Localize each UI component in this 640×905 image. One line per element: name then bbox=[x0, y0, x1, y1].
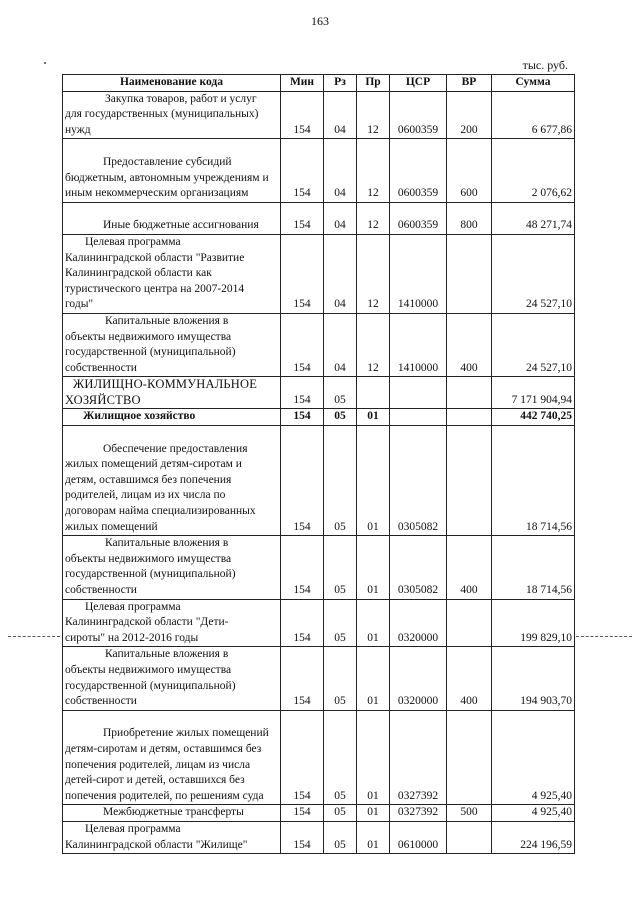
left-cut-line bbox=[8, 636, 60, 637]
row-min: 154 bbox=[281, 139, 324, 202]
row-name-line: Целевая программа bbox=[85, 600, 181, 613]
row-name-line bbox=[65, 203, 278, 219]
row-sum: 199 829,10 bbox=[492, 599, 575, 647]
row-csr: 0327392 bbox=[390, 710, 447, 805]
row-sum: 6 677,86 bbox=[492, 91, 575, 139]
row-name-line: ЖИЛИЩНО-КОММУНАЛЬНОЕ bbox=[73, 377, 258, 392]
table-row bbox=[63, 599, 575, 647]
row-min: 154 bbox=[281, 805, 324, 822]
row-sum: 2 076,62 bbox=[492, 139, 575, 202]
row-name bbox=[63, 409, 281, 426]
row-pr: 01 bbox=[357, 710, 390, 805]
row-pr: 01 bbox=[357, 536, 390, 599]
table-row bbox=[63, 409, 575, 426]
table-body bbox=[63, 91, 575, 854]
row-name-line: годы" bbox=[65, 298, 94, 311]
row-rz: 05 bbox=[324, 377, 357, 409]
header-csr: ЦСР bbox=[390, 75, 447, 92]
row-name-line: Предоставление субсидий bbox=[103, 155, 232, 168]
row-rz: 05 bbox=[324, 599, 357, 647]
row-min: 154 bbox=[281, 234, 324, 313]
row-pr: 01 bbox=[357, 409, 390, 426]
row-pr: 01 bbox=[357, 599, 390, 647]
row-name bbox=[63, 647, 281, 710]
row-pr: 12 bbox=[357, 234, 390, 313]
row-sum: 4 925,40 bbox=[492, 805, 575, 822]
row-pr: 12 bbox=[357, 139, 390, 202]
row-name-line: Калининградской области "Дети- bbox=[65, 616, 229, 629]
row-rz: 04 bbox=[324, 91, 357, 139]
table-header-row bbox=[63, 75, 575, 92]
row-vr bbox=[447, 426, 492, 536]
row-name-line: Иные бюджетные ассигнования bbox=[103, 219, 259, 232]
table-row bbox=[63, 710, 575, 805]
row-name-line: Калининградской области как bbox=[65, 267, 212, 280]
row-vr: 200 bbox=[447, 91, 492, 139]
row-name bbox=[63, 426, 281, 536]
row-csr bbox=[390, 409, 447, 426]
row-min: 154 bbox=[281, 91, 324, 139]
row-vr: 400 bbox=[447, 647, 492, 710]
table-row bbox=[63, 91, 575, 139]
row-name-line: Капитальные вложения в bbox=[105, 648, 229, 661]
unit-label: тыс. руб. bbox=[522, 58, 568, 72]
row-csr: 0327392 bbox=[390, 805, 447, 822]
row-sum: 18 714,56 bbox=[492, 536, 575, 599]
scan-dot bbox=[44, 62, 46, 64]
row-rz: 05 bbox=[324, 710, 357, 805]
row-vr bbox=[447, 234, 492, 313]
row-pr: 01 bbox=[357, 426, 390, 536]
row-vr bbox=[447, 710, 492, 805]
header-min: Мин bbox=[281, 75, 324, 92]
row-name-line: Калининградской области "Развитие bbox=[65, 251, 245, 264]
row-name-line: попечения родителей, лицам из числа bbox=[65, 758, 251, 771]
row-min: 154 bbox=[281, 313, 324, 376]
row-name-line: Закупка товаров, работ и услуг bbox=[105, 92, 257, 105]
row-rz: 05 bbox=[324, 409, 357, 426]
row-name-line: Капитальные вложения в bbox=[105, 537, 229, 550]
table-row bbox=[63, 234, 575, 313]
row-csr: 0600359 bbox=[390, 202, 447, 234]
row-pr bbox=[357, 377, 390, 409]
row-min: 154 bbox=[281, 710, 324, 805]
row-csr: 0305082 bbox=[390, 536, 447, 599]
table-row bbox=[63, 377, 575, 409]
table-row bbox=[63, 313, 575, 376]
row-csr: 0600359 bbox=[390, 139, 447, 202]
page-number: 163 bbox=[311, 14, 329, 28]
header-sum: Сумма bbox=[492, 75, 575, 92]
row-pr: 01 bbox=[357, 821, 390, 853]
row-name bbox=[63, 536, 281, 599]
row-sum: 24 527,10 bbox=[492, 313, 575, 376]
row-name-line: иным некоммерческим организациям bbox=[65, 187, 249, 200]
row-pr: 12 bbox=[357, 91, 390, 139]
row-name bbox=[63, 599, 281, 647]
row-name bbox=[63, 805, 281, 822]
row-vr: 800 bbox=[447, 202, 492, 234]
row-name-line: детям, оставшимся без попечения bbox=[65, 473, 232, 486]
row-rz: 05 bbox=[324, 647, 357, 710]
budget-table bbox=[62, 74, 575, 854]
row-vr: 600 bbox=[447, 139, 492, 202]
row-csr: 0305082 bbox=[390, 426, 447, 536]
header-name: Наименование кода bbox=[63, 75, 281, 92]
row-name-line: объекты недвижимого имущества bbox=[65, 330, 232, 343]
row-csr: 1410000 bbox=[390, 313, 447, 376]
row-rz: 04 bbox=[324, 234, 357, 313]
row-min: 154 bbox=[281, 821, 324, 853]
table-row bbox=[63, 426, 575, 536]
header-pr: Пр bbox=[357, 75, 390, 92]
row-name bbox=[63, 313, 281, 376]
table-row bbox=[63, 805, 575, 822]
row-name-line: государственной (муниципальной) bbox=[65, 568, 236, 581]
row-name bbox=[63, 202, 281, 234]
row-name-line: Капитальные вложения в bbox=[105, 314, 229, 327]
row-name-line bbox=[65, 426, 278, 442]
table-row bbox=[63, 647, 575, 710]
row-min: 154 bbox=[281, 409, 324, 426]
row-pr: 01 bbox=[357, 805, 390, 822]
row-name-line: для государственных (муниципальных) bbox=[65, 108, 259, 121]
row-min: 154 bbox=[281, 426, 324, 536]
row-name-line bbox=[65, 139, 278, 155]
row-rz: 04 bbox=[324, 139, 357, 202]
row-rz: 04 bbox=[324, 202, 357, 234]
row-name-line: детей-сирот и детей, оставшихся без bbox=[65, 774, 245, 787]
row-name-line: Целевая программа bbox=[85, 235, 181, 248]
row-sum: 442 740,25 bbox=[492, 409, 575, 426]
table-row bbox=[63, 536, 575, 599]
row-csr: 0320000 bbox=[390, 599, 447, 647]
row-pr: 12 bbox=[357, 202, 390, 234]
header-vr: ВР bbox=[447, 75, 492, 92]
row-name-line: нужд bbox=[65, 123, 91, 136]
row-name-line: собственности bbox=[65, 695, 137, 708]
table-row bbox=[63, 821, 575, 853]
row-name-line: Целевая программа bbox=[85, 822, 181, 835]
row-name-line: Приобретение жилых помещений bbox=[103, 727, 269, 740]
row-name-line: государственной (муниципальной) bbox=[65, 679, 236, 692]
row-rz: 05 bbox=[324, 536, 357, 599]
row-pr: 01 bbox=[357, 647, 390, 710]
row-vr bbox=[447, 409, 492, 426]
row-sum: 48 271,74 bbox=[492, 202, 575, 234]
row-min: 154 bbox=[281, 599, 324, 647]
row-sum: 224 196,59 bbox=[492, 821, 575, 853]
row-name-line bbox=[65, 711, 278, 727]
row-vr: 500 bbox=[447, 805, 492, 822]
row-name-line: туристического центра на 2007-2014 bbox=[65, 282, 245, 295]
table-row bbox=[63, 202, 575, 234]
row-csr bbox=[390, 377, 447, 409]
row-rz: 04 bbox=[324, 313, 357, 376]
row-vr bbox=[447, 599, 492, 647]
row-name-line: ХОЗЯЙСТВО bbox=[65, 392, 141, 407]
table-row bbox=[63, 139, 575, 202]
row-name-line: договорам найма специализированных bbox=[65, 505, 256, 518]
row-rz: 05 bbox=[324, 805, 357, 822]
row-name-line: попечения родителей, по решениям суда bbox=[65, 789, 264, 802]
row-name-line: бюджетным, автономным учреждениям и bbox=[65, 171, 269, 184]
row-sum: 7 171 904,94 bbox=[492, 377, 575, 409]
row-name-line: собственности bbox=[65, 361, 137, 374]
row-name-line: государственной (муниципальной) bbox=[65, 346, 236, 359]
row-name bbox=[63, 710, 281, 805]
row-vr bbox=[447, 821, 492, 853]
row-name-line: собственности bbox=[65, 584, 137, 596]
row-name-line: Обеспечение предоставления bbox=[103, 442, 248, 455]
row-csr: 0600359 bbox=[390, 91, 447, 139]
row-name-line: родителей, лицам из их числа по bbox=[65, 489, 226, 502]
row-name bbox=[63, 234, 281, 313]
row-min: 154 bbox=[281, 647, 324, 710]
row-vr: 400 bbox=[447, 313, 492, 376]
row-name-line: Калининградской области "Жилище" bbox=[65, 838, 248, 851]
row-rz: 05 bbox=[324, 426, 357, 536]
header-rz: Рз bbox=[324, 75, 357, 92]
row-name-line: Межбюджетные трансферты bbox=[103, 806, 244, 819]
row-name-line: Жилищное хозяйство bbox=[83, 410, 196, 423]
row-sum: 24 527,10 bbox=[492, 234, 575, 313]
row-name-line: детям-сиротам и детям, оставшимся без bbox=[65, 742, 262, 755]
row-name bbox=[63, 377, 281, 409]
row-sum: 18 714,56 bbox=[492, 426, 575, 536]
row-name bbox=[63, 821, 281, 853]
row-sum: 194 903,70 bbox=[492, 647, 575, 710]
row-vr: 400 bbox=[447, 536, 492, 599]
row-name-line: жилых помещений bbox=[65, 520, 158, 533]
row-csr: 0320000 bbox=[390, 647, 447, 710]
row-rz: 05 bbox=[324, 821, 357, 853]
row-name-line: жилых помещений детям-сиротам и bbox=[65, 458, 242, 471]
row-name-line: объекты недвижимого имущества bbox=[65, 552, 232, 565]
row-vr bbox=[447, 377, 492, 409]
row-min: 154 bbox=[281, 202, 324, 234]
row-name bbox=[63, 91, 281, 139]
right-cut-line bbox=[576, 636, 632, 637]
row-name-line: объекты недвижимого имущества bbox=[65, 663, 232, 676]
row-name-line: сироты" на 2012-2016 годы bbox=[65, 631, 199, 644]
row-csr: 0610000 bbox=[390, 821, 447, 853]
row-min: 154 bbox=[281, 536, 324, 599]
row-sum: 4 925,40 bbox=[492, 710, 575, 805]
row-min: 154 bbox=[281, 377, 324, 409]
row-pr: 12 bbox=[357, 313, 390, 376]
row-csr: 1410000 bbox=[390, 234, 447, 313]
row-name bbox=[63, 139, 281, 202]
